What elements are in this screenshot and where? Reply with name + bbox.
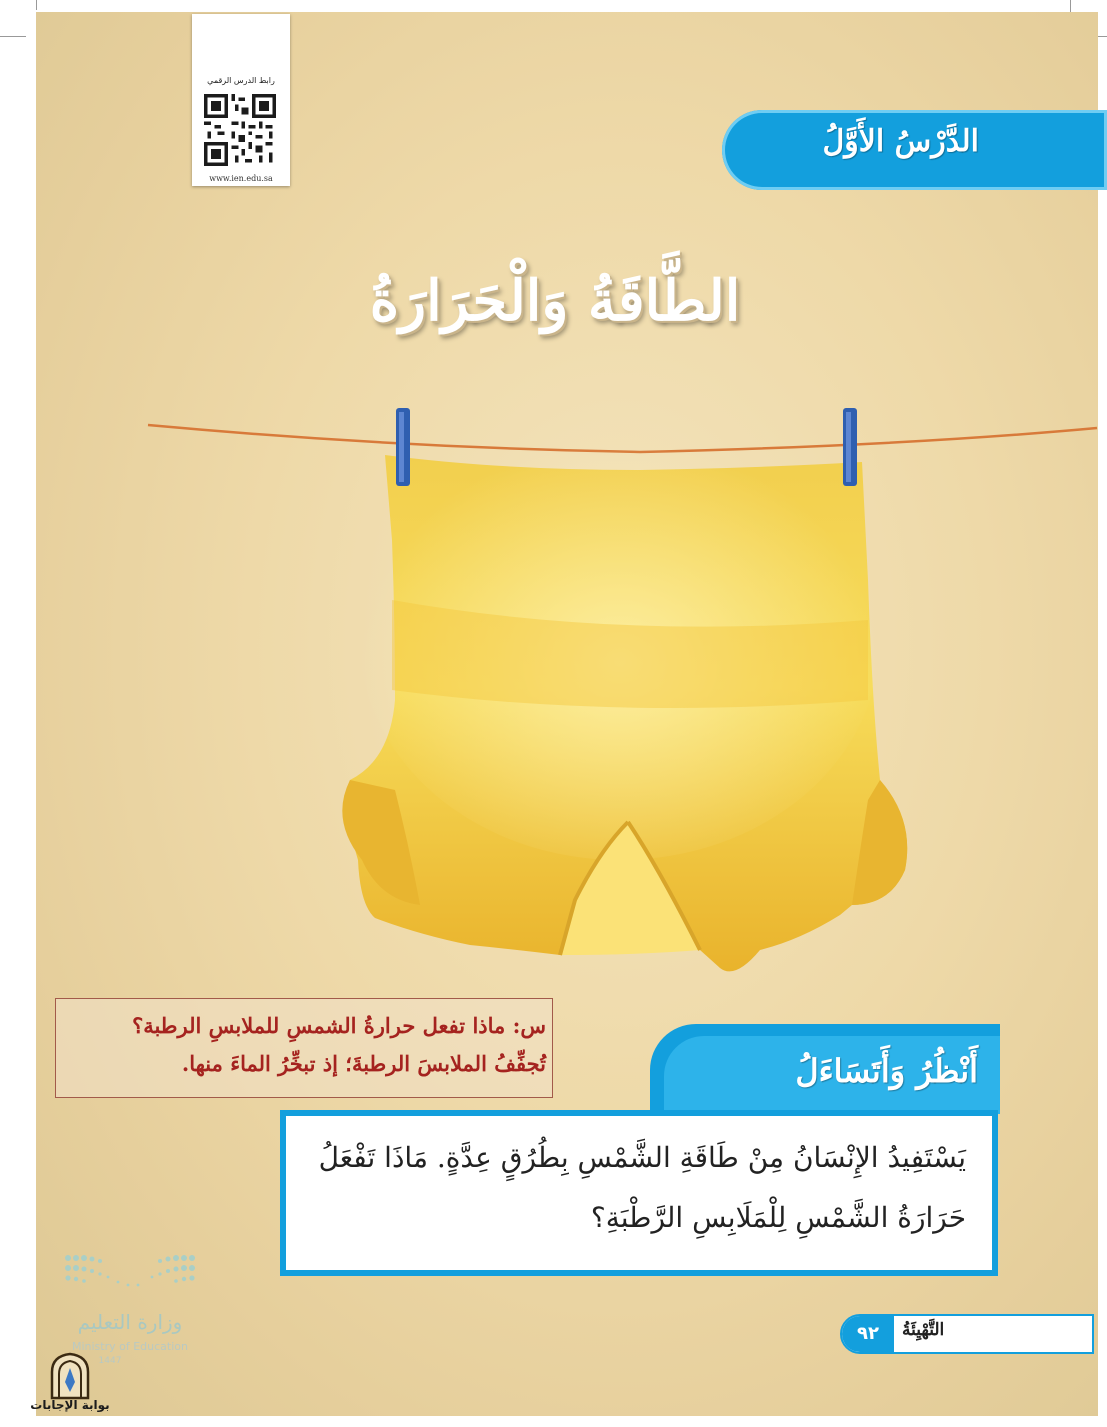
qr-card[interactable] (192, 14, 290, 186)
look-and-wonder-header (650, 1024, 1000, 1114)
page-number: ٩٢ (842, 1316, 894, 1352)
page-title: الطَّاقَةُ وَالْحَرَارَةُ (369, 268, 741, 334)
ministry-year: 1447 (98, 1356, 122, 1366)
look-and-wonder-box (280, 1110, 998, 1276)
look-and-wonder-title: أَنْظُرُ وَأَتَسَاءَلُ (795, 1052, 978, 1090)
ministry-name-en: Ministry of Education (71, 1340, 188, 1353)
qr-url[interactable]: www.ien.edu.sa (209, 174, 273, 183)
lesson-tab-label: الدَّرْسُ الأَوَّلُ (822, 124, 979, 159)
ministry-name-ar: وزارة التعليم (77, 1310, 183, 1334)
unit-label: التَّهْيِئَةُ (902, 1320, 945, 1340)
lesson-tab (722, 110, 1107, 190)
qr-label: رابط الدرس الرقمي (207, 76, 275, 85)
look-text-line-1: يَسْتَفِيدُ الإِنْسَانُ مِنْ طَاقَةِ الشَّمْسِ بِطُرُقٍ عِدَّةٍ. مَاذَا تَفْعَلُ (318, 1141, 966, 1174)
answer-question: س: ماذا تفعل حرارةُ الشمسِ للملابسِ الرطبة؟ (132, 1013, 546, 1038)
look-and-wonder-text (286, 1116, 992, 1270)
answer-box (55, 998, 553, 1098)
look-text-line-2: حَرَارَةُ الشَّمْسِ لِلْمَلَابِسِ الرَّطْبَةِ؟ (590, 1201, 966, 1234)
answer-text: تُجفِّفُ الملابسَ الرطبةَ؛ إذ تبخِّرُ الماءَ منها. (181, 1051, 546, 1076)
qr-code-icon[interactable] (204, 94, 276, 166)
footer-page-indicator (840, 1314, 1094, 1354)
watermark-text: بوابة الإجابات (30, 1398, 110, 1412)
watermark-icon (48, 1352, 92, 1400)
ministry-logo-icon (62, 1252, 198, 1296)
